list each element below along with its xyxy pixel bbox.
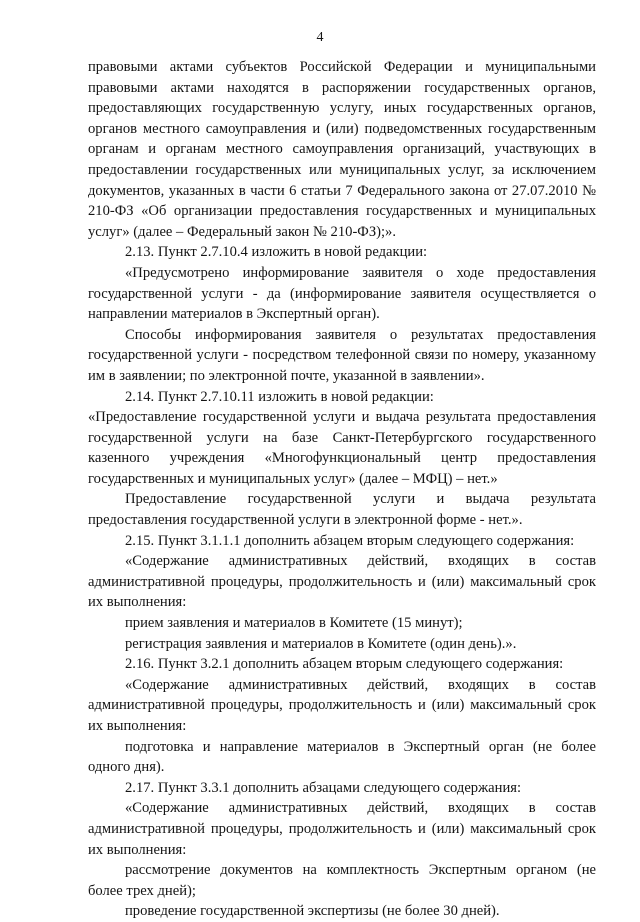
paragraph: 2.14. Пункт 2.7.10.11 изложить в новой редакции: [125,388,434,405]
paragraph: «Содержание административных действий, входящих в состав административной процедуры, продолжительность и (или) максимальный срок их выполнения: [88,553,596,611]
paragraph: прием заявления и материалов в Комитете (15 минут); [125,615,463,632]
paragraph: 2.16. Пункт 3.2.1 дополнить абзацем вторым следующего содержания: [125,656,564,673]
paragraph: 2.17. Пункт 3.3.1 дополнить абзацами следующего содержания: [125,779,522,796]
paragraph: подготовка и направление материалов в Экспертный орган (не более одного дня). [88,738,596,776]
paragraph: Способы информирования заявителя о результатах предоставления государственной услуги - посредством телефонной связи по номеру, указанному им в заявлении; по электронной почте, указанной в заявлении». [88,326,596,384]
document-body [88,57,596,922]
paragraph: 2.13. Пункт 2.7.10.4 изложить в новой редакции: [125,244,428,261]
paragraph: «Содержание административных действий, входящих в состав административной процедуры, продолжительность и (или) максимальный срок их выполнения: [88,676,596,734]
paragraph: правовыми актами субъектов Российской Федерации и муниципальными правовыми актами находятся в распоряжении государственных органов, предоставляющих государственную услугу, иных государственных органов, органов местного самоуправления и (или) подведомственных государственным органам и органам местного самоуправления организаций, участвующих в предоставлении государственных или муниципальных услуг, за исключением документов, указанных в части 6 статьи 7 Федерального закона от 27.07.2010 № 210-ФЗ «Об организации предоставления государственных и муниципальных услуг» (далее – Федеральный закон № 210-ФЗ);». [88,59,596,240]
paragraph: рассмотрение документов на комплектность Экспертным органом (не более трех дней); [88,862,596,899]
paragraph: «Содержание административных действий, входящих в состав административной процедуры, продолжительность и (или) максимальный срок их выполнения: [88,800,596,858]
paragraph: 2.15. Пункт 3.1.1.1 дополнить абзацем вторым следующего содержания: [125,532,575,549]
paragraph: регистрация заявления и материалов в Комитете (один день).». [125,635,517,652]
paragraph: «Предусмотрено информирование заявителя о ходе предоставления государственной услуги - да (информирование заявителя осуществляется о направлении материалов в Экспертный орган). [88,264,596,323]
paragraph: проведение государственной экспертизы (не более 30 дней). [125,903,500,920]
page-number: 4 [316,30,324,45]
paragraph: «Предоставление государственной услуги и выдача результата предоставления государственной услуги на базе Санкт-Петербургского государственного казенного учреждения «Многофункциональный центр предоставления государственных и муниципальных услуг» (далее – МФЦ) – нет.» [88,409,596,487]
paragraph: Предоставление государственной услуги и выдача результата предоставления государственной услуги в электронной форме - нет.». [88,491,596,529]
